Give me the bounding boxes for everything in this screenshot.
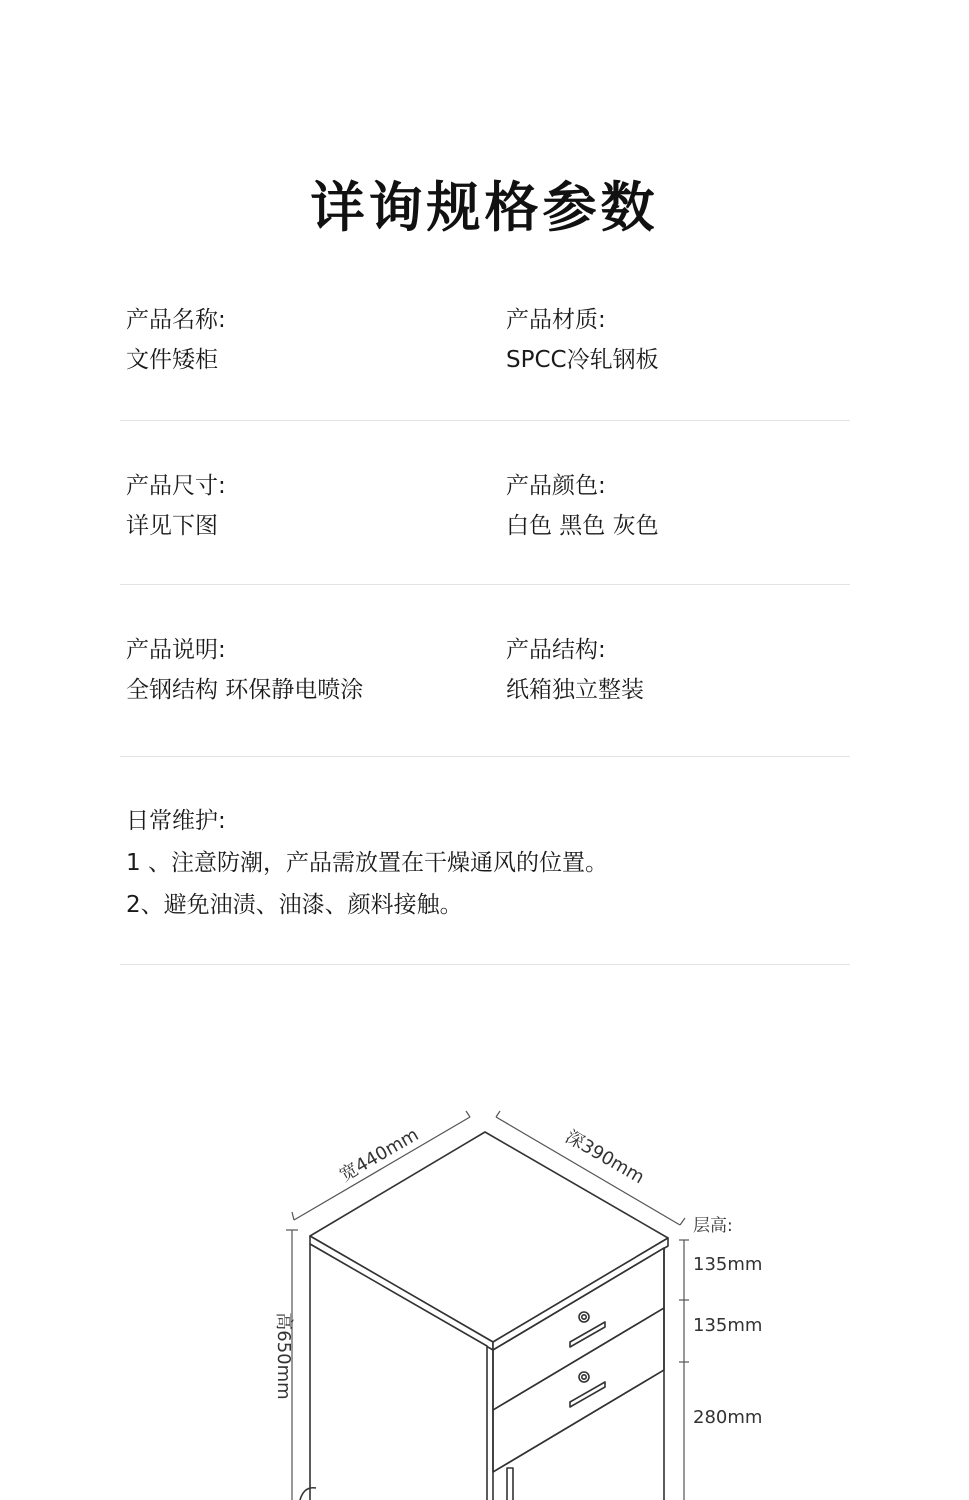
width-label: 宽440mm (336, 1124, 423, 1187)
care-item: 1 、注意防潮，产品需放置在干燥通风的位置。 (126, 850, 608, 876)
spec-structure-value: 纸箱独立整装 (506, 677, 644, 703)
spec-name-label: 产品名称: (126, 307, 226, 333)
spec-description-label: 产品说明: (126, 637, 226, 663)
spec-structure-label: 产品结构: (506, 637, 606, 663)
layer-height-label: 层高: (693, 1216, 733, 1236)
spec-color-value: 白色 黑色 灰色 (506, 513, 659, 539)
spec-color-label: 产品颜色: (506, 473, 606, 499)
layer1-height: 135mm (693, 1254, 763, 1275)
depth-label: 深390mm (561, 1126, 648, 1189)
spec-name-value: 文件矮柜 (126, 347, 218, 373)
page-title: 详询规格参数 (310, 176, 659, 239)
spec-material-value: SPCC冷轧钢板 (506, 347, 659, 373)
spec-size-label: 产品尺寸: (126, 473, 226, 499)
height-label: 高650mm (273, 1312, 294, 1400)
spec-description-value: 全钢结构 环保静电喷涂 (126, 677, 364, 703)
care-label: 日常维护: (126, 808, 226, 834)
care-item: 2、避免油渍、油漆、颜料接触。 (126, 892, 463, 918)
spec-material-label: 产品材质: (506, 307, 606, 333)
layer2-height: 135mm (693, 1315, 763, 1336)
layer3-height: 280mm (693, 1407, 763, 1428)
spec-size-value: 详见下图 (126, 513, 218, 539)
